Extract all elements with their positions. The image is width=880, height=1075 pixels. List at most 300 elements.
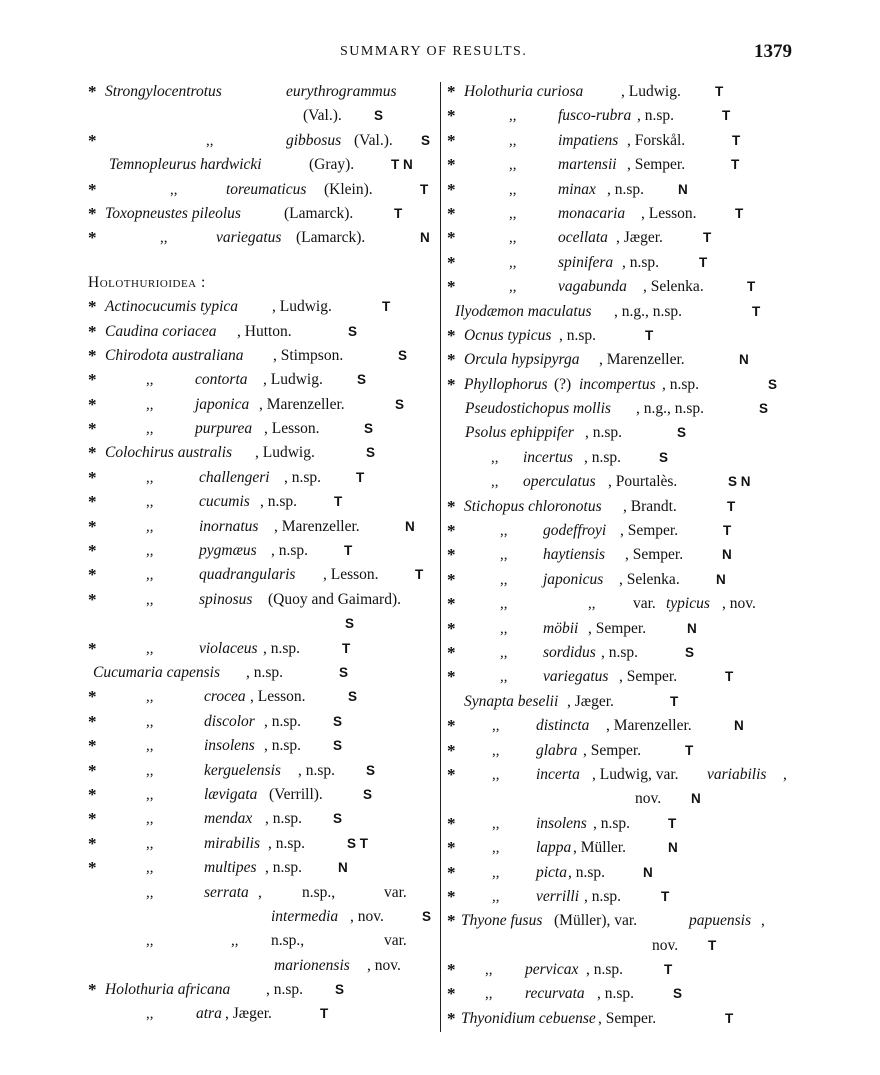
- species-name: gibbosus: [286, 131, 342, 149]
- star-marker: *: [88, 687, 97, 707]
- authority: , Müller.: [573, 839, 626, 857]
- species-name: serrata: [204, 883, 249, 901]
- station-code: N: [668, 840, 678, 856]
- variety-name: marionensis: [274, 956, 350, 974]
- list-item: [447, 129, 792, 153]
- star-marker: *: [447, 838, 456, 858]
- list-item: [88, 832, 434, 856]
- star-marker: *: [88, 370, 97, 390]
- station-code: S: [659, 449, 669, 465]
- species-name: kerguelensis: [204, 761, 281, 779]
- species-name: Toxopneustes pileolus: [105, 204, 241, 222]
- separator: ,: [783, 765, 787, 783]
- list-item: [88, 368, 434, 392]
- station-code: S: [364, 421, 374, 437]
- station-code: N: [691, 791, 701, 807]
- authority: , Semper.: [598, 1009, 657, 1027]
- species-name: lappa: [536, 839, 572, 857]
- star-marker: *: [447, 813, 456, 833]
- list-item: [88, 612, 434, 636]
- species-name: pervicax: [525, 961, 579, 979]
- authority: (Val.).: [303, 107, 342, 125]
- ditto-mark: ,,: [509, 108, 517, 125]
- ditto-mark: ,,: [146, 396, 154, 413]
- ditto-mark: ,,: [170, 181, 178, 198]
- star-marker: *: [88, 228, 97, 248]
- authority: (Lamarck).: [296, 229, 366, 247]
- authority: , n.sp.: [637, 107, 675, 125]
- species-name: glabra: [536, 741, 578, 759]
- authority: , Semper.: [588, 619, 647, 637]
- star-marker: *: [88, 467, 97, 487]
- ditto-mark: ,,: [206, 132, 214, 149]
- species-name: inornatus: [199, 517, 259, 535]
- list-item: [88, 320, 434, 344]
- list-item: [447, 495, 792, 519]
- authority: , n.sp.: [568, 863, 606, 881]
- spacer: [88, 251, 434, 271]
- species-name: discolor: [204, 712, 255, 730]
- species-name: Actinocucumis typica: [105, 298, 238, 316]
- star-marker: *: [447, 179, 456, 199]
- list-item: [88, 929, 434, 953]
- station-code: T: [725, 669, 734, 685]
- list-item: [447, 397, 792, 421]
- station-code: N: [716, 571, 726, 587]
- star-marker: *: [447, 569, 456, 589]
- station-code: N: [338, 860, 348, 876]
- authority: n.sp.,: [302, 883, 336, 901]
- species-name: Cucumaria capensis: [93, 663, 221, 681]
- list-item: [88, 515, 434, 539]
- species-name: incertus: [523, 448, 573, 466]
- star-marker: *: [447, 545, 456, 565]
- species-name: lævigata: [204, 785, 258, 803]
- authority: , n.g., n.sp.: [614, 302, 683, 320]
- authority: , Marenzeller.: [259, 395, 345, 413]
- station-code: T: [420, 181, 429, 197]
- ditto-mark: ,,: [500, 571, 508, 588]
- species-name: verrilli: [536, 887, 580, 905]
- station-code: S: [395, 396, 405, 412]
- list-item: [447, 714, 792, 738]
- star-marker: *: [447, 106, 456, 126]
- list-item: [88, 1002, 434, 1026]
- list-item: [88, 178, 434, 202]
- station-code: N: [643, 864, 653, 880]
- list-item: [88, 637, 434, 661]
- authority: , Semper.: [619, 668, 678, 686]
- species-name: monacaria: [558, 204, 626, 222]
- ditto-mark: ,,: [492, 742, 500, 759]
- ditto-mark: ,,: [146, 469, 154, 486]
- list-item: [447, 909, 792, 933]
- variety-label: var.: [633, 595, 656, 613]
- station-code: T: [747, 279, 756, 295]
- list-item: [88, 734, 434, 758]
- list-item: [447, 861, 792, 885]
- species-name: Chirodota australiana: [105, 346, 244, 364]
- list-item: [447, 446, 792, 470]
- ditto-mark: ,,: [492, 815, 500, 832]
- list-item: [88, 80, 434, 104]
- star-marker: *: [447, 642, 456, 662]
- species-name: picta: [536, 863, 567, 881]
- species-name: Phyllophorus: [464, 375, 548, 393]
- star-marker: *: [88, 321, 97, 341]
- star-marker: *: [88, 858, 97, 878]
- ditto-mark: ,,: [509, 230, 517, 247]
- station-code: S: [374, 108, 384, 124]
- station-code: T: [668, 815, 677, 831]
- station-code: S: [366, 762, 376, 778]
- species-name: Synapta beselii: [464, 692, 559, 710]
- species-name: atra: [196, 1005, 222, 1023]
- authority: , Hutton.: [237, 322, 292, 340]
- species-name: cucumis: [199, 493, 250, 511]
- ditto-mark: ,,: [146, 421, 154, 438]
- authority: , Semper.: [620, 522, 679, 540]
- variety-name: variabilis: [707, 765, 767, 783]
- station-code: T: [727, 498, 736, 514]
- star-marker: *: [88, 443, 97, 463]
- authority: , n.sp.: [264, 737, 302, 755]
- star-marker: *: [88, 980, 97, 1000]
- authority: , n.sp.: [265, 859, 303, 877]
- list-item: [88, 344, 434, 368]
- species-name: Colochirus australis: [105, 444, 233, 462]
- station-code: T: [394, 205, 403, 221]
- ditto-mark: ,,: [500, 644, 508, 661]
- authority: , Marenzeller.: [274, 517, 360, 535]
- ditto-mark: ,,: [146, 884, 154, 901]
- species-name: multipes: [204, 859, 257, 877]
- ditto-mark: ,,: [509, 279, 517, 296]
- list-item: [88, 104, 434, 128]
- station-code: T: [723, 523, 732, 539]
- station-code: S: [759, 401, 769, 417]
- authority: , n.sp.: [263, 639, 301, 657]
- species-name: fusco-rubra: [558, 107, 632, 125]
- star-marker: *: [88, 565, 97, 585]
- star-marker: *: [447, 82, 456, 101]
- station-code: S T: [347, 835, 369, 851]
- authority: , Ludwig.: [255, 444, 315, 462]
- ditto-mark: ,,: [146, 567, 154, 584]
- authority: , n.sp.: [268, 834, 306, 852]
- ditto-mark: ,,: [509, 205, 517, 222]
- star-marker: *: [447, 764, 456, 784]
- variety-label: var.: [384, 883, 407, 901]
- ditto-mark: ,,: [491, 449, 499, 466]
- station-code: T: [732, 132, 741, 148]
- list-item: [88, 393, 434, 417]
- star-marker: *: [447, 618, 456, 638]
- station-code: T: [735, 205, 744, 221]
- list-item: [88, 490, 434, 514]
- authority: , Ludwig.: [272, 298, 332, 316]
- list-item: [447, 104, 792, 128]
- list-item: [447, 812, 792, 836]
- star-marker: *: [447, 203, 456, 223]
- running-title: SUMMARY OF RESULTS.: [340, 44, 528, 59]
- list-item: [447, 348, 792, 372]
- authority: (Klein).: [324, 180, 373, 198]
- authority: , nov.: [350, 907, 384, 925]
- species-name: möbii: [543, 619, 579, 637]
- ditto-mark: ,,: [492, 840, 500, 857]
- star-marker: *: [447, 130, 456, 150]
- station-code: S N: [728, 474, 751, 490]
- ditto-mark: ,,: [146, 738, 154, 755]
- station-code: T: [334, 494, 343, 510]
- ditto-mark: ,,: [146, 689, 154, 706]
- star-marker: *: [88, 492, 97, 512]
- list-item: [88, 807, 434, 831]
- authority: nov.: [652, 936, 679, 954]
- list-item: [88, 563, 434, 587]
- ditto-mark: ,,: [146, 835, 154, 852]
- list-item: [447, 153, 792, 177]
- ditto-mark: ,,: [485, 986, 493, 1003]
- ditto-mark: ,,: [509, 132, 517, 149]
- right-column: [447, 80, 792, 1031]
- station-code: T N: [391, 157, 413, 173]
- species-name: quadrangularis: [199, 566, 296, 584]
- station-code: S: [335, 982, 345, 998]
- column-divider: [440, 82, 441, 1032]
- authority: , Pourtalès.: [608, 473, 678, 491]
- ditto-mark: ,,: [146, 518, 154, 535]
- authority: (Gray).: [309, 156, 355, 174]
- page-number: 1379: [754, 41, 792, 62]
- authority: , Forskål.: [627, 131, 686, 149]
- list-item: [447, 300, 792, 324]
- list-item: [447, 80, 792, 104]
- ditto-mark: ,,: [146, 372, 154, 389]
- species-name: sordidus: [543, 643, 596, 661]
- list-item: [88, 441, 434, 465]
- species-name: minax: [558, 180, 596, 198]
- ditto-mark: ,,: [485, 962, 493, 979]
- variety-name: intermedia: [271, 907, 339, 925]
- authority: , n.sp.: [284, 468, 322, 486]
- star-marker: *: [88, 784, 97, 804]
- station-code: S: [685, 644, 695, 660]
- station-code: N: [687, 620, 697, 636]
- species-name: godeffroyi: [543, 522, 607, 540]
- list-item: [447, 982, 792, 1006]
- authority: , Marenzeller.: [599, 351, 685, 369]
- authority: , n.sp.: [559, 326, 597, 344]
- list-item: [88, 588, 434, 612]
- list-item: [447, 324, 792, 348]
- star-marker: *: [447, 716, 456, 736]
- authority: , n.sp.: [264, 712, 302, 730]
- authority: , Ludwig, var.: [592, 765, 679, 783]
- species-name: incerta: [536, 765, 580, 783]
- star-marker: *: [447, 740, 456, 760]
- star-marker: *: [447, 521, 456, 541]
- station-code: N: [405, 518, 415, 534]
- list-item: [88, 271, 434, 295]
- authority: , nov.: [367, 956, 401, 974]
- star-marker: *: [447, 594, 456, 614]
- authority: , Ludwig.: [263, 371, 323, 389]
- ditto-mark: ,,: [231, 933, 239, 950]
- authority: , Ludwig.: [621, 83, 681, 100]
- list-item: [88, 295, 434, 319]
- authority: , Semper.: [627, 156, 686, 174]
- list-item: [88, 466, 434, 490]
- ditto-mark: ,,: [146, 640, 154, 657]
- station-code: S: [339, 664, 349, 680]
- section-heading: Holothurioidea :: [88, 273, 206, 291]
- ditto-mark: ,,: [500, 596, 508, 613]
- station-code: S: [673, 986, 683, 1002]
- species-name: Ilyodæmon maculatus: [455, 302, 592, 320]
- list-item: [88, 539, 434, 563]
- station-code: N: [734, 718, 744, 734]
- station-code: S: [345, 616, 355, 632]
- station-code: S: [398, 347, 408, 363]
- ditto-mark: ,,: [509, 254, 517, 271]
- list-item: [447, 568, 792, 592]
- star-marker: *: [447, 374, 456, 394]
- species-name: impatiens: [558, 131, 619, 149]
- star-marker: *: [447, 325, 456, 345]
- station-code: S: [363, 786, 373, 802]
- list-item: [447, 275, 792, 299]
- station-code: T: [344, 543, 353, 559]
- separator: ,: [761, 912, 765, 930]
- ditto-mark: ,,: [500, 669, 508, 686]
- list-item: [447, 934, 792, 958]
- station-code: S: [357, 372, 367, 388]
- list-item: [447, 178, 792, 202]
- station-code: S: [333, 738, 343, 754]
- star-marker: *: [88, 638, 97, 658]
- species-name: haytiensis: [543, 546, 605, 564]
- list-item: [447, 787, 792, 811]
- star-marker: *: [88, 130, 97, 150]
- list-item: [447, 226, 792, 250]
- authority: , Lesson.: [323, 566, 379, 584]
- ditto-mark: ,,: [500, 620, 508, 637]
- species-name: mirabilis: [204, 834, 260, 852]
- list-item: [447, 202, 792, 226]
- list-item: [447, 690, 792, 714]
- list-item: [88, 129, 434, 153]
- station-code: T: [699, 254, 708, 270]
- list-item: [447, 617, 792, 641]
- ditto-mark: ,,: [492, 766, 500, 783]
- species-name: spinifera: [558, 253, 614, 271]
- species-name: japonicus: [543, 570, 604, 588]
- list-item: [447, 665, 792, 689]
- species-name: recurvata: [525, 985, 585, 1003]
- authority: , n.sp.: [597, 985, 635, 1003]
- species-name: violaceus: [199, 639, 258, 657]
- star-marker: *: [447, 252, 456, 272]
- station-code: T: [708, 937, 717, 953]
- species-name: pygmæus: [199, 542, 257, 560]
- station-code: S: [348, 689, 358, 705]
- authority: , Lesson.: [641, 204, 697, 222]
- species-name: variegatus: [543, 668, 609, 686]
- authority: , n.sp.: [584, 887, 622, 905]
- authority: , Jæger.: [616, 229, 663, 247]
- list-item: [447, 519, 792, 543]
- authority: , Jæger.: [225, 1005, 272, 1023]
- list-item: [88, 905, 434, 929]
- star-marker: *: [88, 179, 97, 199]
- star-marker: *: [88, 833, 97, 853]
- star-marker: *: [88, 516, 97, 536]
- authority: , Stimpson.: [273, 346, 344, 364]
- station-code: N: [420, 230, 430, 246]
- list-item: [88, 710, 434, 734]
- list-item: [447, 470, 792, 494]
- authority: , n.sp.: [601, 643, 639, 661]
- star-marker: *: [88, 394, 97, 414]
- star-marker: *: [88, 541, 97, 561]
- station-code: S: [677, 425, 687, 441]
- authority: (Verrill).: [269, 785, 323, 803]
- ditto-mark: ,,: [146, 591, 154, 608]
- star-marker: *: [447, 911, 456, 931]
- ditto-mark: ,,: [146, 713, 154, 730]
- authority: , Marenzeller.: [606, 717, 692, 735]
- list-item: [447, 251, 792, 275]
- species-name: purpurea: [195, 420, 253, 438]
- species-name: vagabunda: [558, 278, 627, 296]
- station-code: T: [661, 888, 670, 904]
- station-code: T: [415, 567, 424, 583]
- list-item: [447, 958, 792, 982]
- ditto-mark: ,,: [588, 596, 596, 613]
- station-code: T: [664, 962, 673, 978]
- authority: n.sp.,: [271, 932, 305, 950]
- species-name: insolens: [204, 737, 255, 755]
- variety-name: typicus: [666, 595, 710, 613]
- station-code: T: [715, 84, 724, 99]
- species-name: operculatus: [523, 473, 596, 491]
- station-code: N: [678, 181, 688, 197]
- station-code: T: [752, 303, 761, 319]
- star-marker: *: [88, 297, 97, 317]
- species-name: Stichopus chloronotus: [464, 497, 602, 515]
- star-marker: *: [88, 809, 97, 829]
- authority: , Lesson.: [250, 688, 306, 706]
- station-code: T: [320, 1006, 329, 1022]
- station-code: S: [348, 323, 358, 339]
- station-code: T: [731, 157, 740, 173]
- star-marker: *: [447, 886, 456, 906]
- ditto-mark: ,,: [146, 811, 154, 828]
- list-item: [88, 856, 434, 880]
- list-item: [447, 421, 792, 445]
- station-code: S: [768, 376, 778, 392]
- station-code: S: [366, 445, 376, 461]
- station-code: S: [333, 713, 343, 729]
- ditto-mark: ,,: [160, 230, 168, 247]
- species-name: Holothuria curiosa: [464, 83, 584, 100]
- star-marker: *: [88, 711, 97, 731]
- star-marker: *: [88, 82, 97, 101]
- list-item: [88, 759, 434, 783]
- list-item: [447, 763, 792, 787]
